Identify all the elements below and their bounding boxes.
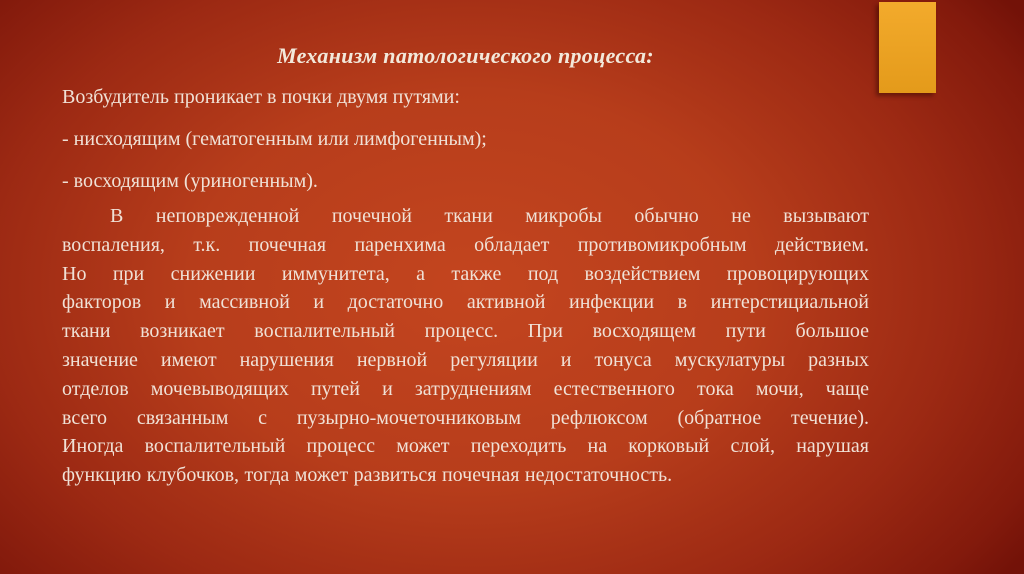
paragraph-line: значение имеют нарушения нервной регуляции и тонуса мускулатуры разных xyxy=(62,348,869,371)
paragraph-line: ткани возникает воспалительный процесс. При восходящем пути большое xyxy=(62,320,869,343)
paragraph-line: Иногда воспалительный процесс может переходить на корковый слой, нарушая xyxy=(62,435,869,458)
paragraph-line: воспаления, т.к. почечная паренхима обладает противомикробным действием. xyxy=(62,233,869,256)
slide-content xyxy=(62,42,869,490)
bullet-line-descending: - нисходящим (гематогенным или лимфогенным); xyxy=(62,128,487,150)
slide-title: Механизм патологического процесса: xyxy=(277,43,654,68)
paragraph-line: функцию клубочков, тогда может развиться почечная недостаточность. xyxy=(62,464,673,487)
paragraph-line: всего связанным с пузырно-мочеточниковым рефлюксом (обратное течение). xyxy=(62,406,869,429)
paragraph-line: Но при снижении иммунитета, а также под воздействием провоцирующих xyxy=(62,262,869,285)
body-paragraph xyxy=(62,202,869,490)
paragraph-line: факторов и массивной и достаточно активной инфекции в интерстициальной xyxy=(62,291,869,314)
intro-line: Возбудитель проникает в почки двумя путями: xyxy=(62,86,460,108)
paragraph-line: отделов мочевыводящих путей и затруднениям естественного тока мочи, чаще xyxy=(62,377,869,400)
paragraph-line: В неповрежденной почечной ткани микробы обычно не вызывают xyxy=(110,205,869,227)
bullet-line-ascending: - восходящим (уриногенным). xyxy=(62,170,318,192)
accent-bar xyxy=(879,2,936,93)
